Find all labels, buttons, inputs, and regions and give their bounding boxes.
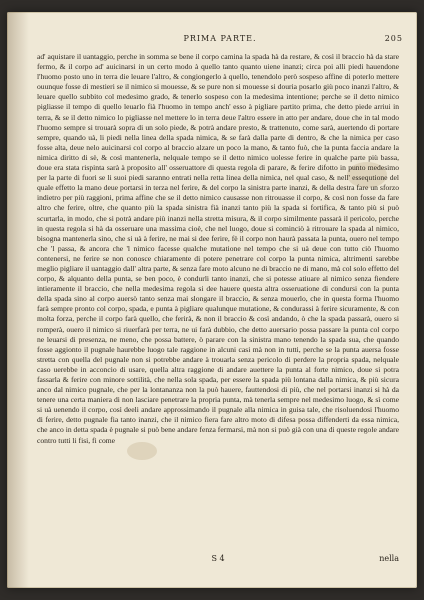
page-footer — [37, 554, 399, 566]
page-body — [37, 52, 399, 548]
page-header — [37, 34, 403, 46]
page-gutter-shadow — [7, 12, 29, 588]
book-page — [7, 12, 417, 588]
running-title: PRIMA PARTE. — [183, 34, 257, 43]
signature-mark: S 4 — [211, 554, 225, 563]
body-paragraph: ad' aquistare il uantaggio, perche in somma se bene il corpo camina la spada hà da restare, & così il braccio hà da stare fermo, & il corpo ad' auicinarsi in un certo modo à quello tanto quanto uiene inanzi; circa poi alli piedi hauendone l'huomo posto uno in terra die leuare l'altro, & congiongerlo à quello, tenendolo però sospeso affine di poterlo mettere ouunque fosse di mestieri se il nimico si mouesse, & se pure non si mouesse si douria posarlo giù poco inanzi l'altro, & leuare quello subbito col medesimo grado, & tenerlo sospeso con la medesima intentione; perche se il detto nimico pigliasse il tempo di quello leuarlo fià l'huomo in tempo anch' esso à pigliare partito prima, che detto piede arriui in terra, & se il detto nimico lo pigliasse nel mettere lo in terra deue l'altro essere in atto per andare, doue che in tal modo l'huomo sempre si trouarà sopra di un solo piede, & potrà andare presto, & trattenuto, come sarà, auertendo di portare sempre, quando uà, li piedi nella linea della spada nimica, & se farà dalla parte di dentro, & che la nimica per caso fosse alta, deue nelo auicinarsi col corpo al braccio alzare un poco la mano, & tanto fuò, che la punta faccia andare la nimica diritto di sè, & così mantenerla, nelquale tempo se il detto nimico uolesse ferire in qualche parte più bassa, doue era stata rispinta sarà à proposito all' osseruattore di questa regola di parare, & ferire difotto in punto medesimo per la parte di fuori se li suoi piedi saranno entrati nella retta linea della nimica, nel qual caso, & nell' essequtione del quale effetto la mano deue portarsi in terza nel ferire, & del corpo la sinistra parte inanzi, & della destra fare un sforzo indietro per più raggioni, prima affine che se il detto nimico causasse non ritrouasse il corpo, & così non fosse da fare altro che ferire, oltre, che quanto più la spada sinistra fià inanzi tanto più la spada si fortifica, & tanto più si può scurtarla, in modo, che si potrà andare più inanzi nella stretta misura, & il corpo similmente passarà il pericolo, perche in questa regola si hà da osseruare una massima cioè, che nel luogo, doue si cominciò à ritrouare la spada al nimico, bisogna mantenerla sino, che si uà à ferire, ne mai si dee ferire, fè il corpo non haurà passata la punta, ouero nel tempo che 'l passa, & ancora che 'l nimico facesse qualche mutatione nel tempo che si uà deue con tutto ciò l'huomo contenersi, ne ferire se non conosce chiaramente di potere penetrare col corpo la punta nimica, altrimenti sarebbe meglio pigliare il uantaggio dall' altra parte, & senza fare moto alcuno ne di braccio ne di mano, mà col solo effetto del corpo, & alquanto della punta, se ben poco, è condurli tanto inanzi, che si potesse atiuare al nimico senza fiendere intieramente il braccio, che nella medesima regola si dee hauere questa altra osseruatione di condursi con la punta della spada sino al corpo auersò tanto senza mai slongare il braccio, & senza mouerlo, che in questa forma l'huomo farà sempre pronto col corpo, spada, e punta à pigliare qualunque mutatione, & condurassi à ferire sicuramente, & con molta forza, perche il corpo farà quello, che ferirà, & non il braccio & così andando, ò che la spada passarà, ouero si romperà, ouero il nimico si riuerfarà per terra, ne ui farà dubbio, che detto auersario possa passare la punta col corpo ne leuarsi di presenza, ne meno, che possa battere, ò parare con la sinistra mano tenendo la spada sua, che quando fosse aggionto il pugnale haurebbe luogo tale raggione in alcuni casi mà non in tutti, perche se la punta auersa fosse stretta con quella del pugnale non si potrebbe andare à trouarla senza pericolo di perdere la propria spada, nelquale caso uerebbe in acconcio di usare, quella altra raggione di andare auettere la punta al forte nimico, doue si potra fassarla & ferire con minore sottilità, che nella sola spada, per essere la spada più lontana dalla nimica, & più sicura anco dal nimico pugnale, che per la lontananza non la può hauere, fauttendosi di più, che nel portarsi inanzi si hà da tenere una certa maniera di non lasciare penetrare la propria punta, mà tenerla sempre nel medesimo luogo, & sì come si uà uenendo il corpo, così deeli andare approssimando il pugnale alla nimica in guisa tale, che risoluendosi l'huomo di ferire, detto pugnale fia tanto inanzi, che il nimico fiera fare altro moto di difesa possa diffenderti da essa nimica, che anco in detta spada è pugnale si può bene andare fenza fermarsi, mà non si può già con una di queste regole andare contro tutti li fisi, fi come — [37, 52, 400, 445]
page-number: 205 — [384, 34, 403, 43]
catchword: nella — [379, 554, 399, 563]
